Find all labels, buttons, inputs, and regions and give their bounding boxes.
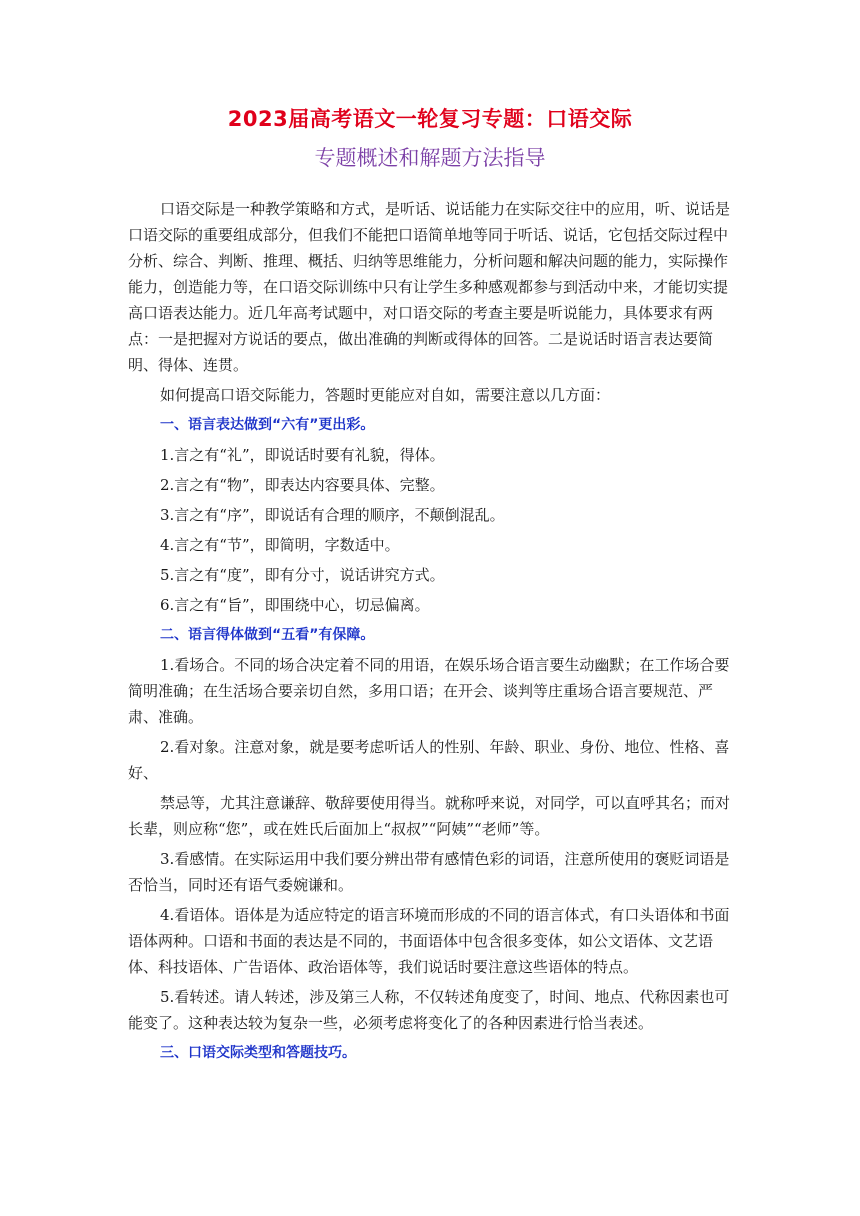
section-2-item: 1.看场合。不同的场合决定着不同的用语，在娱乐场合语言要生动幽默；在工作场合要简明准确；在生活场合要亲切自然，多用口语；在开会、谈判等庄重场合语言要规范、严肃、准确。: [128, 656, 730, 726]
section-3-heading: 三、口语交际类型和答题技巧。: [160, 1045, 356, 1061]
section-1-item: 5.言之有“度”，即有分寸，说话讲究方式。: [160, 566, 445, 584]
lead-paragraph: 如何提高口语交际能力，答题时更能应对自如，需要注意以几方面：: [160, 386, 611, 404]
section-2-heading: 二、语言得体做到“五看”有保障。: [160, 627, 375, 643]
section-1-item: 1.言之有“礼”，即说话时要有礼貌，得体。: [160, 446, 445, 464]
section-1-item: 6.言之有“旨”，即围绕中心，切忌偏离。: [160, 596, 430, 614]
page-subtitle: 专题概述和解题方法指导: [314, 146, 546, 170]
section-2-item: 5.看转述。请人转述，涉及第三人称，不仅转述角度变了，时间、地点、代称因素也可能变了。这种表达较为复杂一些，必须考虑将变化了的各种因素进行恰当表述。: [128, 988, 730, 1032]
section-2-item: 4.看语体。语体是为适应特定的语言环境而形成的不同的语言体式，有口头语体和书面语体两种。口语和书面的表达是不同的，书面语体中包含很多变体，如公文语体、文艺语体、科技语体、广告语体、政治语体等，我们说话时要注意这些语体的特点。: [128, 906, 730, 976]
section-1-item: 3.言之有“序”，即说话有合理的顺序，不颠倒混乱。: [160, 506, 505, 524]
intro-paragraph: 口语交际是一种教学策略和方式，是听话、说话能力在实际交往中的应用，听、说话是口语交际的重要组成部分，但我们不能把口语简单地等同于听话、说话，它包括交际过程中分析、综合、判断、推理、概括、归纳等思维能力，分析问题和解决问题的能力，实际操作能力，创造能力等，在口语交际训练中只有让学生多种感观都参与到活动中来，才能切实提高口语表达能力。近几年高考试题中，对口语交际的考查主要是听说能力，具体要求有两点：一是把握对方说话的要点，做出准确的判断或得体的回答。二是说话时语言表达要简明、得体、连贯。: [128, 200, 731, 374]
section-1-item: 4.言之有“节”，即简明，字数适中。: [160, 536, 400, 554]
section-2-item: 3.看感情。在实际运用中我们要分辨出带有感情色彩的词语，注意所使用的褒贬词语是否恰当，同时还有语气委婉谦和。: [128, 850, 730, 894]
document-body: [128, 196, 730, 1066]
page-title: 2023届高考语文一轮复习专题：口语交际: [227, 107, 633, 131]
section-1-heading: 一、语言表达做到“六有”更出彩。: [160, 417, 375, 433]
section-2-item-continued: 禁忌等，尤其注意谦辞、敬辞要使用得当。就称呼来说，对同学，可以直呼其名；而对长辈，则应称“您”，或在姓氏后面加上“叔叔”“阿姨”“老师”等。: [128, 794, 731, 838]
section-1-item: 2.言之有“物”，即表达内容要具体、完整。: [160, 476, 445, 494]
section-2-item: 2.看对象。注意对象，就是要考虑听话人的性别、年龄、职业、身份、地位、性格、喜好、: [128, 738, 730, 782]
